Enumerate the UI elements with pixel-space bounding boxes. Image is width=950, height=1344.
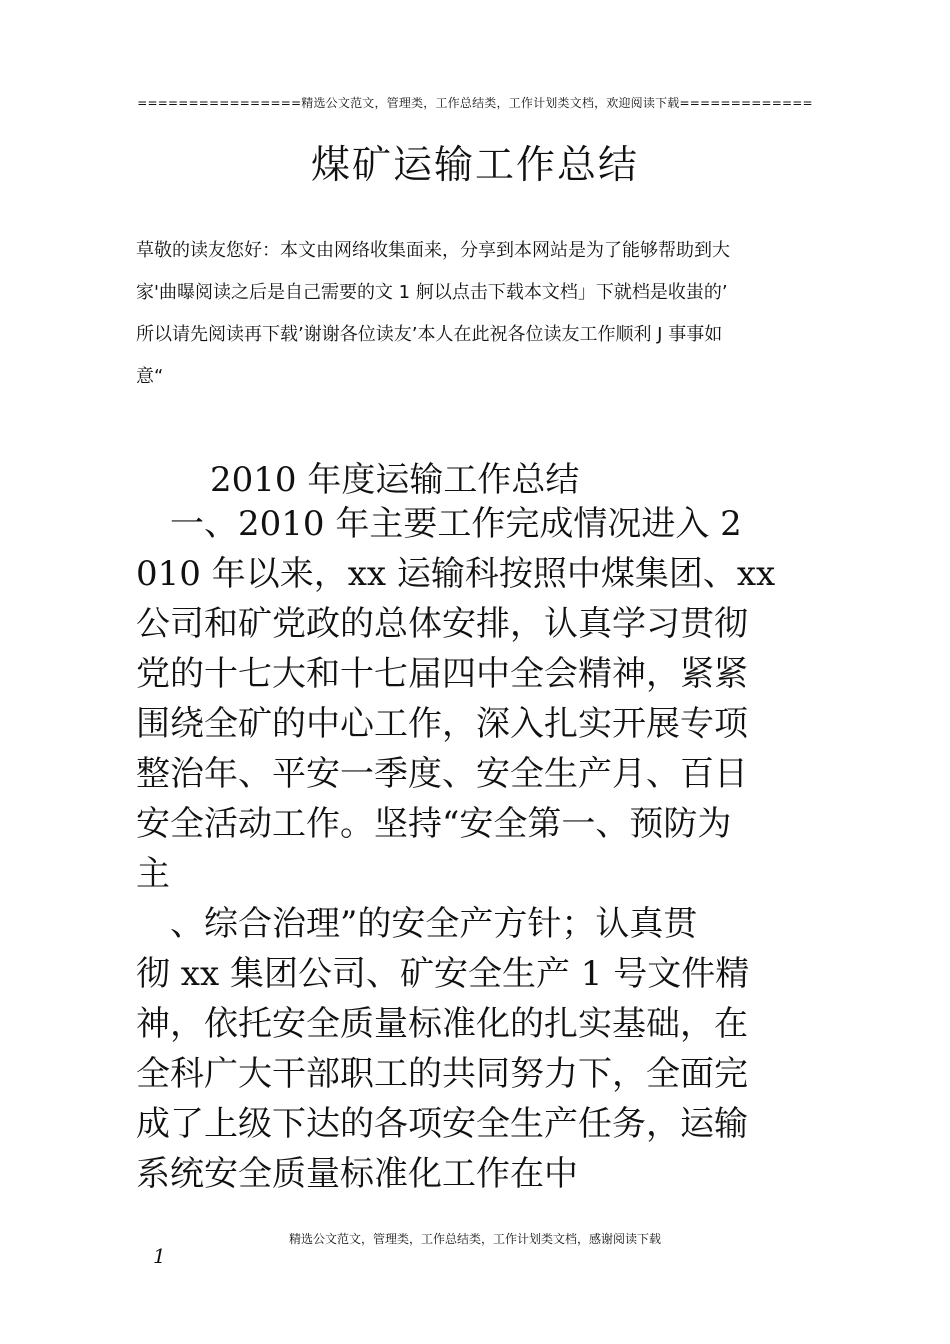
body-line: 全科广大干部职工的共同努力下，全面完 [136,1054,748,1094]
intro-note-line: 意“ [136,366,164,387]
body-line: 公司和矿党政的总体安排，认真学习贯彻 [136,604,748,644]
footer-banner: 精选公文范文，管理类，工作总结类，工作计划类文档，感谢阅读下载 [288,1232,661,1246]
body-line: 主 [136,854,170,894]
body-line: 神，依托安全质量标准化的扎实基础，在 [136,1004,748,1044]
body-line: 彻 xx 集团公司、矿安全生产 1 号文件精 [136,954,750,994]
body-line: 成了上级下达的各项安全生产任务，运输 [136,1104,748,1144]
intro-note-line: 草敬的读友您好：本文由网络收集面来，分享到本网站是为了能够帮助到大 [136,240,730,261]
body-line: 党的十七大和十七届四中全会精神，紧紧 [136,654,748,694]
body-line: 安全活动工作。坚持“安全第一、预防为 [136,804,732,844]
body-line: 一、2010 年主要工作完成情况进入 2 [136,504,742,544]
body-line: 围绕全矿的中心工作，深入扎实开展专项 [136,704,748,744]
intro-note-line: 所以请先阅读再下载’谢谢各位读友’本人在此祝各位读友工作顺利 J 事事如 [136,324,723,345]
body-line: 整治年、平安一季度、安全生产月、百日 [136,754,748,794]
intro-note-line: 家'曲曝阅读之后是自己需要的文 1 舸以点击下载本文档」下就档是收蚩的’ [136,282,728,303]
page-number: 1 [153,1244,166,1268]
header-banner: ================精选公文范文，管理类，工作总结类，工作计划类文档，欢迎阅读下载============= [137,96,813,110]
body-line: 系统安全质量标准化工作在中 [136,1154,578,1194]
body-line: 、综合治理”的安全产方针；认真贯 [136,904,698,944]
body-line: 010 年以来，xx 运输科按照中煤集团、xx [136,554,776,594]
section-heading: 2010 年度运输工作总结 [210,460,580,500]
document-title: 煤矿运输工作总结 [310,143,639,188]
